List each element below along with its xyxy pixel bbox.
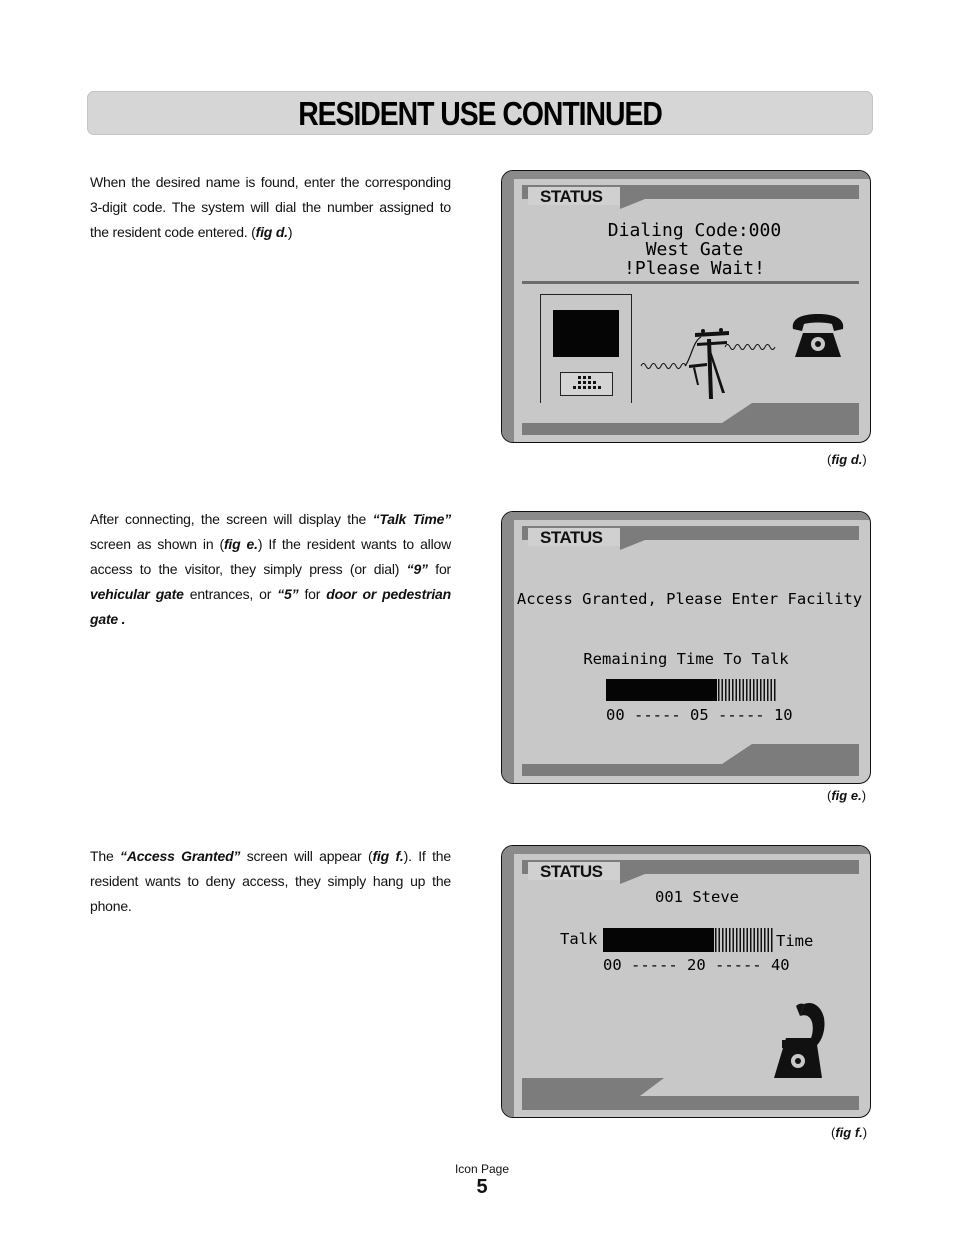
desk-phone-icon bbox=[789, 311, 847, 361]
remaining-time-label: Remaining Time To Talk bbox=[583, 650, 789, 668]
paragraph-fig-f bbox=[90, 844, 451, 919]
time-scale: 00 ----- 05 ----- 10 bbox=[606, 706, 793, 724]
body-text: When the desired name is found, enter the corresponding 3-digit code. The system will dial the number assigned to the resident code entered. ( bbox=[90, 174, 451, 240]
page-number: 5 bbox=[476, 1176, 488, 1198]
resident-name: 001 Steve bbox=[655, 888, 739, 906]
body-text: screen as shown in ( bbox=[90, 536, 224, 552]
caption-fig-f: (fig f.) bbox=[831, 1125, 868, 1140]
dialing-code-line: Dialing Code:000 bbox=[607, 220, 782, 241]
emphasized-text: fig f. bbox=[372, 848, 404, 864]
talk-label: Talk bbox=[560, 930, 598, 948]
emphasized-text: “5” bbox=[277, 586, 299, 602]
talk-time-progress bbox=[606, 679, 776, 701]
talk-time-progress bbox=[603, 928, 774, 952]
telephone-pole-icon bbox=[637, 321, 797, 401]
emphasized-text: fig d. bbox=[255, 224, 288, 240]
body-text: screen will appear ( bbox=[240, 848, 373, 864]
body-text: for bbox=[427, 561, 451, 577]
phone-off-hook-icon bbox=[770, 998, 832, 1080]
page-title: RESIDENT USE CONTINUED bbox=[298, 95, 662, 132]
screen-fig-e bbox=[501, 511, 871, 784]
title-bar bbox=[87, 91, 873, 135]
body-text: ) If the resident wants to allow access to the visitor, they simply press (or dial) bbox=[90, 536, 451, 577]
screen-fig-f bbox=[501, 845, 871, 1118]
body-text: The bbox=[90, 848, 121, 864]
please-wait-line: !Please Wait! bbox=[624, 258, 765, 279]
caption-fig-e: (fig e.) bbox=[827, 788, 867, 803]
emphasized-text: door or pedestrian gate . bbox=[90, 586, 451, 627]
emphasized-text: “9” bbox=[406, 561, 428, 577]
entry-panel-icon bbox=[540, 294, 632, 417]
status-label: STATUS bbox=[528, 862, 620, 880]
body-text: ). If the resident wants to deny access, they simply hang up the phone. bbox=[90, 848, 451, 914]
time-label: Time bbox=[776, 932, 814, 950]
gate-name-line: West Gate bbox=[645, 239, 744, 260]
emphasized-text: “Access Granted” bbox=[120, 848, 241, 864]
emphasized-text: fig e. bbox=[223, 536, 258, 552]
body-text: After connecting, the screen will display the bbox=[90, 511, 373, 527]
paragraph-fig-e bbox=[90, 507, 451, 632]
time-scale: 00 ----- 20 ----- 40 bbox=[603, 956, 790, 974]
body-text: ) bbox=[287, 224, 293, 240]
caption-fig-d: (fig d.) bbox=[827, 452, 867, 467]
emphasized-text: “Talk Time” bbox=[372, 511, 451, 527]
body-text: entrances, or bbox=[183, 586, 278, 602]
paragraph-fig-d bbox=[90, 170, 451, 245]
body-text: for bbox=[298, 586, 327, 602]
emphasized-text: vehicular gate bbox=[90, 586, 184, 602]
status-label: STATUS bbox=[528, 187, 620, 205]
access-granted-message: Access Granted, Please Enter Facility bbox=[516, 590, 863, 608]
screen-fig-d bbox=[501, 170, 871, 443]
status-label: STATUS bbox=[528, 528, 620, 546]
footer-label: Icon Page bbox=[454, 1162, 510, 1176]
